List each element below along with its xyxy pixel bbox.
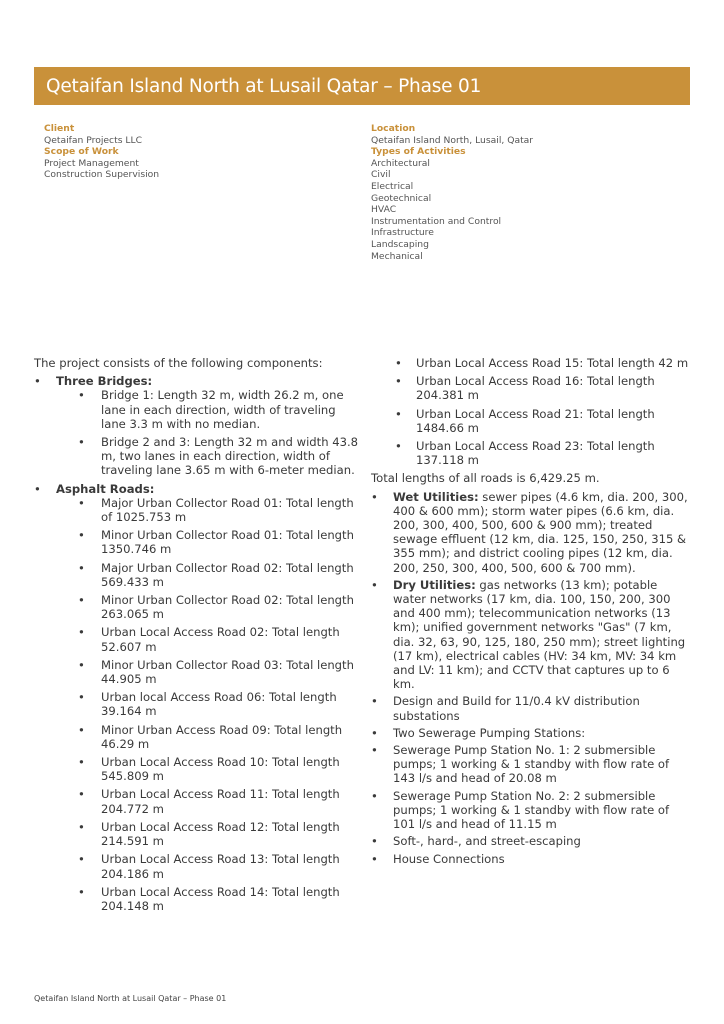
dry-utilities-label: Dry Utilities: [393, 577, 476, 592]
activity-item: Civil [371, 169, 391, 181]
road-item: • Urban Local Access Road 15: Total length 42 m [371, 356, 691, 370]
page-footer: Qetaifan Island North at Lusail Qatar – Phase 01 [34, 994, 227, 1003]
roads-heading: Asphalt Roads: [56, 481, 155, 496]
road-item: • Minor Urban Collector Road 03: Total length 44.905 m [56, 658, 364, 686]
location-label: Location [371, 123, 416, 134]
utilities-list [371, 490, 691, 866]
scope-item: Construction Supervision [44, 169, 160, 181]
activity-item: Geotechnical [371, 192, 432, 204]
activity-item: Mechanical [371, 250, 423, 262]
component-item: • Sewerage Pump Station No. 1: 2 submersible pumps; 1 working & 1 standby with flow rate of 143 l/s and head of 20.08 m [371, 743, 691, 786]
activity-item: Instrumentation and Control [371, 215, 502, 227]
activity-item: Infrastructure [371, 227, 434, 239]
dry-utilities-item [371, 578, 691, 692]
components-list [34, 374, 364, 913]
road-item: • Urban Local Access Road 10: Total length 545.809 m [56, 755, 364, 783]
road-item: • Urban local Access Road 06: Total length 39.164 m [56, 690, 364, 718]
bridges-heading: Three Bridges: [56, 374, 153, 389]
activity-item: HVAC [371, 204, 397, 216]
wet-utilities-text: sewer pipes (4.6 km, dia. 200, 300, 400 & 600 mm); storm water pipes (6.6 km, dia. 200, 300, 400, 500, 600 & 900 mm); treated sewage effluent (12 km, dia. 125, 150, 250, 315 & 355 mm); and district cooling pipes (12 km, dia. 200, 250, 300, 400, 500, 600 & 700 mm). [393, 489, 688, 575]
road-item: • Urban Local Access Road 13: Total length 204.186 m [56, 852, 364, 880]
road-item: • Minor Urban Collector Road 02: Total length 263.065 m [56, 593, 364, 621]
activity-item: Architectural [371, 157, 430, 169]
roads-item [34, 482, 364, 913]
location-value: Qetaifan Island North, Lusail, Qatar [371, 134, 534, 146]
component-item: • Sewerage Pump Station No. 2: 2 submersible pumps; 1 working & 1 standby with flow rate of 101 l/s and head of 11.15 m [371, 789, 691, 832]
road-item: • Minor Urban Access Road 09: Total length 46.29 m [56, 723, 364, 751]
scope-item: Project Management [44, 157, 139, 169]
component-item: • Soft-, hard-, and street-escaping [371, 834, 691, 848]
activity-item: Landscaping [371, 238, 429, 250]
bridge-item: • Bridge 1: Length 32 m, width 26.2 m, one lane in each direction, width of traveling lane 3.3 m with no median. [56, 388, 364, 431]
scope-label: Scope of Work [44, 146, 119, 158]
title-banner [34, 67, 690, 105]
road-item: • Urban Local Access Road 21: Total length 1484.66 m [371, 407, 691, 435]
component-item: • Two Sewerage Pumping Stations: [371, 726, 691, 740]
dry-utilities-text: gas networks (13 km); potable water networks (17 km, dia. 100, 150, 200, 300 and 400 mm); telecommunication networks (13 km); unified government networks "Gas" (7 km, dia. 32, 63, 90, 125, 180, 250 mm); street lighting (17 km), electrical cables (HV: 34 km, MV: 34 km and LV: 11 km); and CCTV that captures up to 6 km. [393, 577, 686, 692]
body-right-column [371, 356, 691, 866]
road-item: • Minor Urban Collector Road 01: Total length 1350.746 m [56, 528, 364, 556]
road-item: • Urban Local Access Road 14: Total length 204.148 m [56, 885, 364, 913]
bridge-item: • Bridge 2 and 3: Length 32 m and width 43.8 m, two lanes in each direction, width of traveling lane 3.65 m with 6-meter median. [56, 435, 364, 478]
total-roads-text: Total lengths of all roads is 6,429.25 m. [371, 471, 600, 486]
roads-list [56, 496, 364, 913]
wet-utilities-item [371, 490, 691, 575]
page-title: Qetaifan Island North at Lusail Qatar – Phase 01 [46, 76, 482, 97]
road-item: • Urban Local Access Road 16: Total length 204.381 m [371, 374, 691, 402]
road-item: • Urban Local Access Road 11: Total length 204.772 m [56, 787, 364, 815]
road-item: • Urban Local Access Road 23: Total length 137.118 m [371, 439, 691, 467]
intro-text: The project consists of the following components: [34, 356, 323, 370]
roads-list-continued [371, 356, 691, 467]
wet-utilities-label: Wet Utilities: [393, 489, 479, 504]
client-scope-block [44, 123, 344, 181]
road-item: • Major Urban Collector Road 02: Total length 569.433 m [56, 561, 364, 589]
activities-label: Types of Activities [371, 146, 466, 158]
road-item: • Urban Local Access Road 02: Total length 52.607 m [56, 625, 364, 653]
component-item: • Design and Build for 11/0.4 kV distribution substations [371, 694, 691, 722]
location-activities-block [371, 123, 671, 262]
client-label: Client [44, 123, 75, 134]
road-item: • Major Urban Collector Road 01: Total length of 1025.753 m [56, 496, 364, 524]
activity-item: Electrical [371, 180, 414, 192]
bridges-list [56, 388, 364, 477]
component-item: • House Connections [371, 852, 691, 866]
body-left-column [34, 356, 364, 917]
bridges-item [34, 374, 364, 477]
road-item: • Urban Local Access Road 12: Total length 214.591 m [56, 820, 364, 848]
client-value: Qetaifan Projects LLC [44, 134, 143, 146]
